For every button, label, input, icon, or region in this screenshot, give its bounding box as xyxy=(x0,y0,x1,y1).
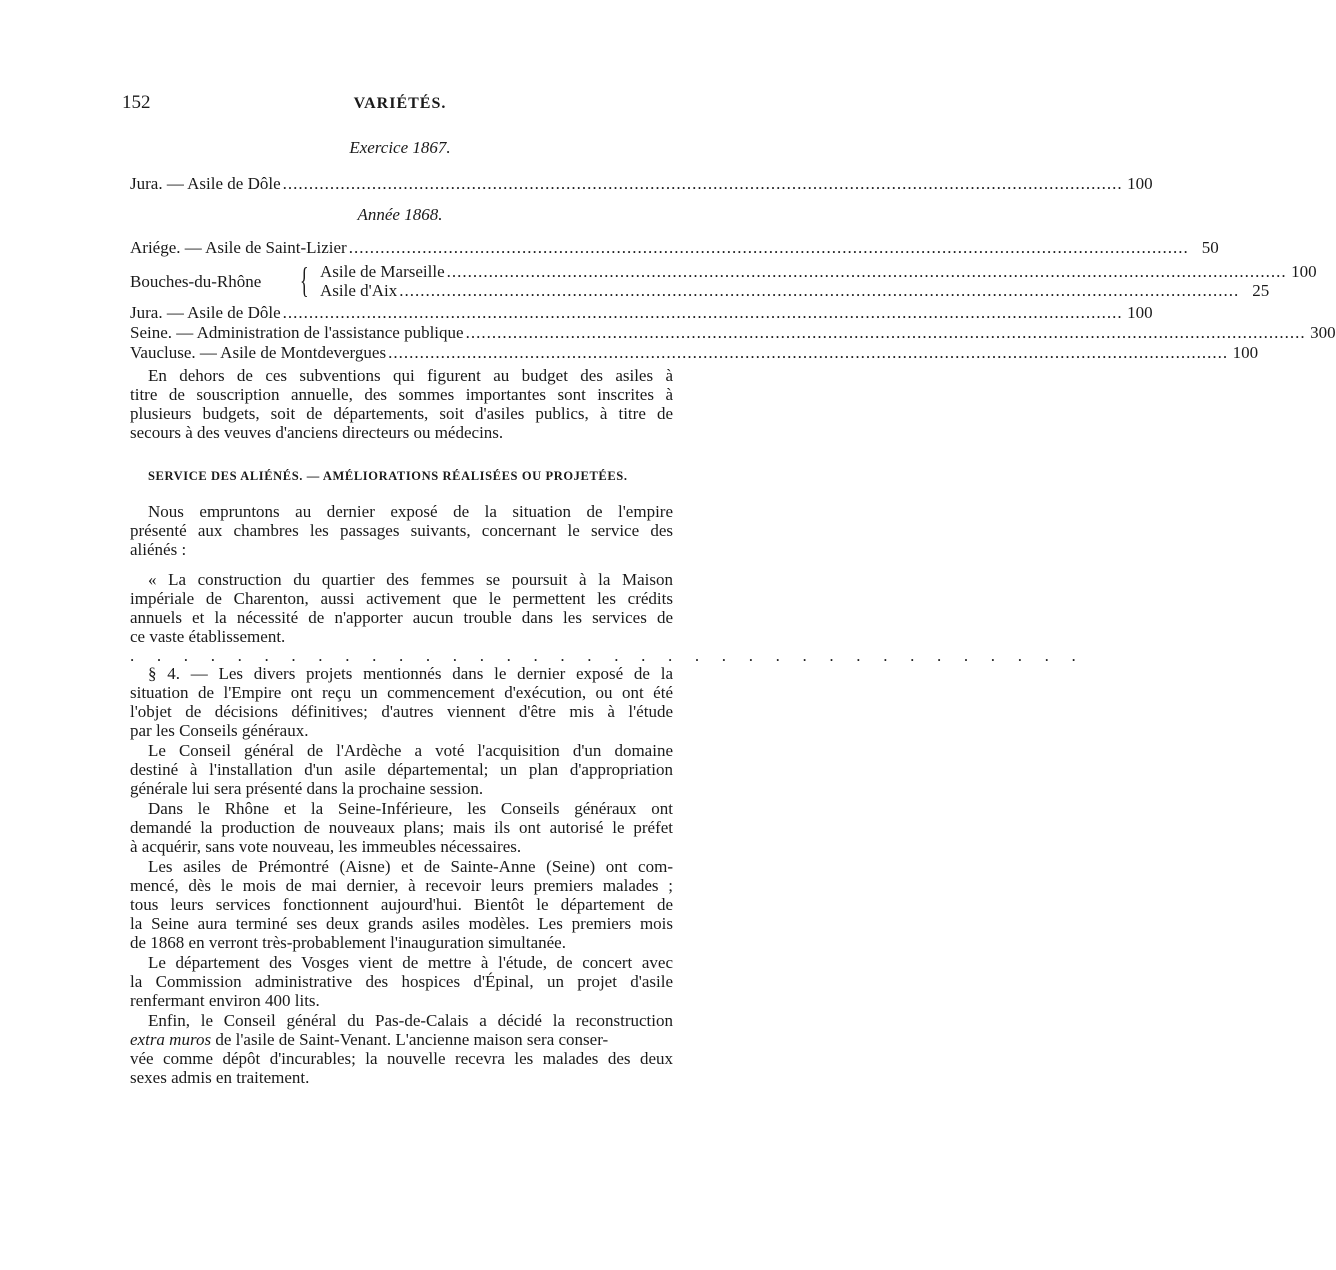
paragraph-line: destiné à l'installation d'un asile départemental; un plan d'appropriation xyxy=(130,760,673,779)
paragraph-text: de l'asile de Saint-Venant. L'ancienne maison sera conser- xyxy=(211,1030,609,1049)
paragraph-line: par les Conseils généraux. xyxy=(130,721,309,740)
paragraph-line: Le Conseil général de l'Ardèche a voté l'acquisition d'un domaine xyxy=(148,741,673,760)
row-label: Ariége. — Asile de Saint-Lizier xyxy=(130,238,347,257)
ellipsis-separator: . . . . . . . . . . . . . . . . . . . . . . . . . . . . . . . . . . . . xyxy=(130,646,1085,665)
leader-dots xyxy=(447,262,1287,282)
paragraph-line: présenté aux chambres les passages suivants, concernant le service des xyxy=(130,521,673,540)
table-row xyxy=(320,281,1270,301)
paragraph-line: titre de souscription annuelle, des sommes importantes sont inscrites à xyxy=(130,385,673,404)
paragraph-line: secours à des veuves d'anciens directeurs ou médecins. xyxy=(130,423,504,442)
row-value: 50 xyxy=(1201,238,1219,257)
row-label: Asile de Marseille xyxy=(320,262,445,281)
heading-annee-1868: Année 1868. xyxy=(357,205,443,224)
leader-dots xyxy=(388,343,1228,363)
paragraph-line: Dans le Rhône et la Seine-Inférieure, les Conseils généraux ont xyxy=(148,799,673,818)
leader-dots xyxy=(283,174,1123,194)
italic-phrase: extra muros xyxy=(130,1030,212,1049)
leader-dots xyxy=(349,238,1189,258)
paragraph-line: sexes admis en traitement. xyxy=(130,1068,310,1087)
table-row xyxy=(130,174,1153,194)
leader-dots xyxy=(466,323,1306,343)
paragraph-line: renfermant environ 400 lits. xyxy=(130,991,320,1010)
heading-exercice-1867: Exercice 1867. xyxy=(349,138,451,157)
quote-line: impériale de Charenton, aussi activement que le permettent les crédits xyxy=(130,589,673,608)
paragraph-line: vée comme dépôt d'incurables; la nouvelle recevra les malades des deux xyxy=(130,1049,673,1068)
paragraph-line: demandé la production de nouveaux plans; mais ils ont autorisé le préfet xyxy=(130,818,673,837)
row-value: 100 xyxy=(1127,174,1153,193)
paragraph-line: plusieurs budgets, soit de départements, soit d'asiles publics, à titre de xyxy=(130,404,673,423)
department-label: Bouches-du-Rhône xyxy=(130,272,262,291)
paragraph-line: Le département des Vosges vient de mettre à l'étude, de concert avec xyxy=(148,953,673,972)
row-label: Asile d'Aix xyxy=(320,281,398,300)
paragraph-line: de 1868 en verront très-probablement l'inauguration simultanée. xyxy=(130,933,566,952)
paragraph-line: Enfin, le Conseil général du Pas-de-Calais a décidé la reconstruction xyxy=(148,1011,673,1030)
row-label: Vaucluse. — Asile de Montdevergues xyxy=(130,343,387,362)
section-heading: SERVICE DES ALIÉNÉS. — AMÉLIORATIONS RÉALISÉES OU PROJETÉES. xyxy=(148,469,628,483)
table-row xyxy=(320,262,1317,282)
brace-symbol: { xyxy=(300,260,309,300)
row-value: 100 xyxy=(1127,303,1153,322)
row-value: 100 xyxy=(1291,262,1317,281)
row-value: 100 xyxy=(1232,343,1259,362)
paragraph-line: Nous empruntons au dernier exposé de la situation de l'empire xyxy=(148,502,673,521)
page-number: 152 xyxy=(122,92,151,113)
table-row xyxy=(130,343,1259,363)
table-row xyxy=(130,303,1153,323)
paragraph-line: la Seine aura terminé ses deux grands asiles modèles. Les premiers mois xyxy=(130,914,673,933)
leader-dots xyxy=(399,281,1239,301)
row-label: Jura. — Asile de Dôle xyxy=(130,303,281,322)
paragraph-line: § 4. — Les divers projets mentionnés dans le dernier exposé de la xyxy=(148,664,673,683)
paragraph-line: aliénés : xyxy=(130,540,187,559)
paragraph-line: situation de l'Empire ont reçu un commencement d'exécution, ou ont été xyxy=(130,683,673,702)
paragraph-line: la Commission administrative des hospices d'Épinal, un projet d'asile xyxy=(130,972,673,991)
paragraph-line: tous leurs services fonctionnent aujourd'hui. Bientôt le département de xyxy=(130,895,673,914)
quote-line: « La construction du quartier des femmes se poursuit à la Maison xyxy=(148,570,673,589)
quote-line: ce vaste établissement. xyxy=(130,627,286,646)
paragraph-line: En dehors de ces subventions qui figurent au budget des asiles à xyxy=(148,366,673,385)
table-row xyxy=(130,238,1219,258)
row-value: 25 xyxy=(1252,281,1270,300)
row-value: 300 xyxy=(1310,323,1336,342)
paragraph-line: Les asiles de Prémontré (Aisne) et de Sainte-Anne (Seine) ont com- xyxy=(148,857,673,876)
row-label: Jura. — Asile de Dôle xyxy=(130,174,281,193)
table-row xyxy=(130,323,1336,343)
running-title: VARIÉTÉS. xyxy=(353,95,447,112)
row-label: Seine. — Administration de l'assistance publique xyxy=(130,323,464,342)
quote-line: annuels et la nécessité de n'apporter aucun trouble dans les services de xyxy=(130,608,673,627)
paragraph-line: générale lui sera présenté dans la prochaine session. xyxy=(130,779,484,798)
paragraph-line: à acquérir, sans vote nouveau, les immeubles nécessaires. xyxy=(130,837,522,856)
paragraph-line: l'objet de décisions définitives; d'autres viennent d'être mis à l'étude xyxy=(130,702,673,721)
paragraph-line xyxy=(130,1030,673,1050)
leader-dots xyxy=(283,303,1123,323)
paragraph-line: mencé, dès le mois de mai dernier, à recevoir leurs premiers malades ; xyxy=(130,876,673,895)
